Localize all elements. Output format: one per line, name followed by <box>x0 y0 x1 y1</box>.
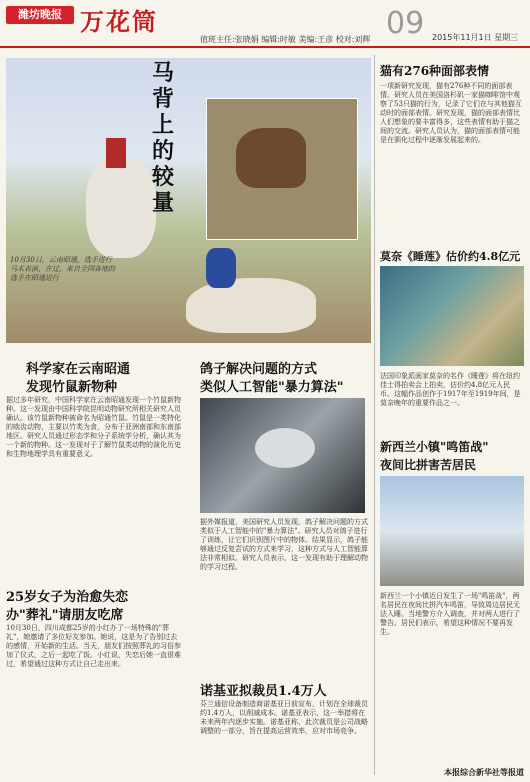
pigeon-title-1: 鸽子解决问题的方式 <box>200 362 318 377</box>
nokia-body: 芬兰通信设备制造商诺基亚日前宣布，计划在全球裁员约1.4万人，以削减成本。诺基亚表示，这一举措将在未来两年内逐步实施。诺基亚称，此次裁员是公司战略调整的一部分，旨在提高运营效率，应对市场竞争。 <box>200 700 368 735</box>
funeral-title-2: 办"葬礼"请朋友吃席 <box>6 608 124 623</box>
bamboo-body: 据过多年研究，中国科学家在云南昭通发现一个竹鼠新物种。这一发现由中国科学院昆明动物研究所相关研究人员确认。该竹鼠新物种被命名为昭通竹鼠。竹鼠是一类特化的啮齿动物，主要以竹类为食，分布于亚洲南部和东南部地区。研究人员通过形态学和分子系统学分析，确认其为一个新的物种。这一发现对于了解竹鼠类动物的演化历史和生物地理学具有重要意义。 <box>6 396 181 458</box>
issue-date: 2015年11月1日 星期三 <box>432 33 519 42</box>
painting-body: 法国印象派画家莫奈的名作《睡莲》将在纽约佳士得拍卖会上拍卖，估价约4.8亿元人民币。这幅作品创作于1917年至1919年间，是莫奈晚年的重要作品之一。 <box>380 372 521 407</box>
bamboo-title-2: 发现竹鼠新物种 <box>26 380 118 395</box>
village-title-1: 新西兰小镇"鸣笛战" <box>380 440 489 454</box>
feature-title: 马背上的较量 <box>152 60 175 216</box>
page-number: 09 <box>386 6 425 41</box>
cat-body: 一项新研究发现，猫有276种不同的面部表情。研究人员在美国洛杉矶一家猫咖啡馆中观察了53只猫的行为，记录了它们在与其他猫互动时的面部表情。研究发现，猫的面部表情比人们想象的要丰富得多，这些表情有助于猫之间的交流。研究人员认为，猫的面部表情可能是在驯化过程中逐渐发展起来的。 <box>380 82 522 144</box>
village-title-2: 夜间比拼害苦居民 <box>380 458 477 472</box>
funeral-body: 10月30日，四川成都25岁的小红办了一场特殊的"葬礼"，她邀请了多位好友参加。她说，这是为了告别过去的感情，开始新的生活。当天，朋友们按照葬礼的习俗参加了仪式，之后一起吃了饭。小红说，失恋后她一直很难过，希望通过这种方式让自己走出来。 <box>6 624 181 668</box>
bamboo-title-1: 科学家在云南昭通 <box>26 362 131 377</box>
feature-photo <box>6 58 371 343</box>
column-divider <box>374 55 375 775</box>
nokia-title: 诺基亚拟裁员1.4万人 <box>200 684 327 699</box>
footer-credit: 本报综合新华社等报道 <box>444 768 524 777</box>
pigeon-photo <box>200 398 365 513</box>
painting-photo <box>380 266 524 366</box>
masthead-rule <box>0 46 530 48</box>
section-title: 万花筒 <box>80 7 158 36</box>
village-photo <box>380 476 524 586</box>
funeral-title-1: 25岁女子为治愈失恋 <box>6 590 129 605</box>
feature-caption: 10月30日，云南昭通，选手进行马术表演，在过，来自全国各地的选手在昭通进行 <box>10 256 115 282</box>
painting-title: 莫奈《睡莲》估价约4.8亿元 <box>380 250 521 263</box>
editor-credits: 值班主任:张晓娟 编辑:时敏 美编:王彦 校对:刘辉 <box>200 35 371 44</box>
pigeon-body: 据外媒报道，美国研究人员发现，鸽子解决问题的方式类似于人工智能中的"暴力算法"。研究人员对鸽子进行了训练，让它们识别图片中的物体。结果显示，鸽子能够通过反复尝试的方式来学习，这种方式与人工智能算法非常相似。研究人员表示，这一发现有助于理解动物的学习过程。 <box>200 518 368 571</box>
cat-title: 猫有276种面部表情 <box>380 64 490 78</box>
newspaper-logo: 潍坊晚报 <box>6 6 74 24</box>
pigeon-title-2: 类似人工智能"暴力算法" <box>200 380 344 395</box>
village-body: 新西兰一个小镇近日发生了一场"鸣笛战"，两名居民在夜间比拼汽车鸣笛，导致周边居民无法入睡。当地警方介入调查，并对两人进行了警告。居民们表示，希望这种情况不要再发生。 <box>380 592 520 636</box>
